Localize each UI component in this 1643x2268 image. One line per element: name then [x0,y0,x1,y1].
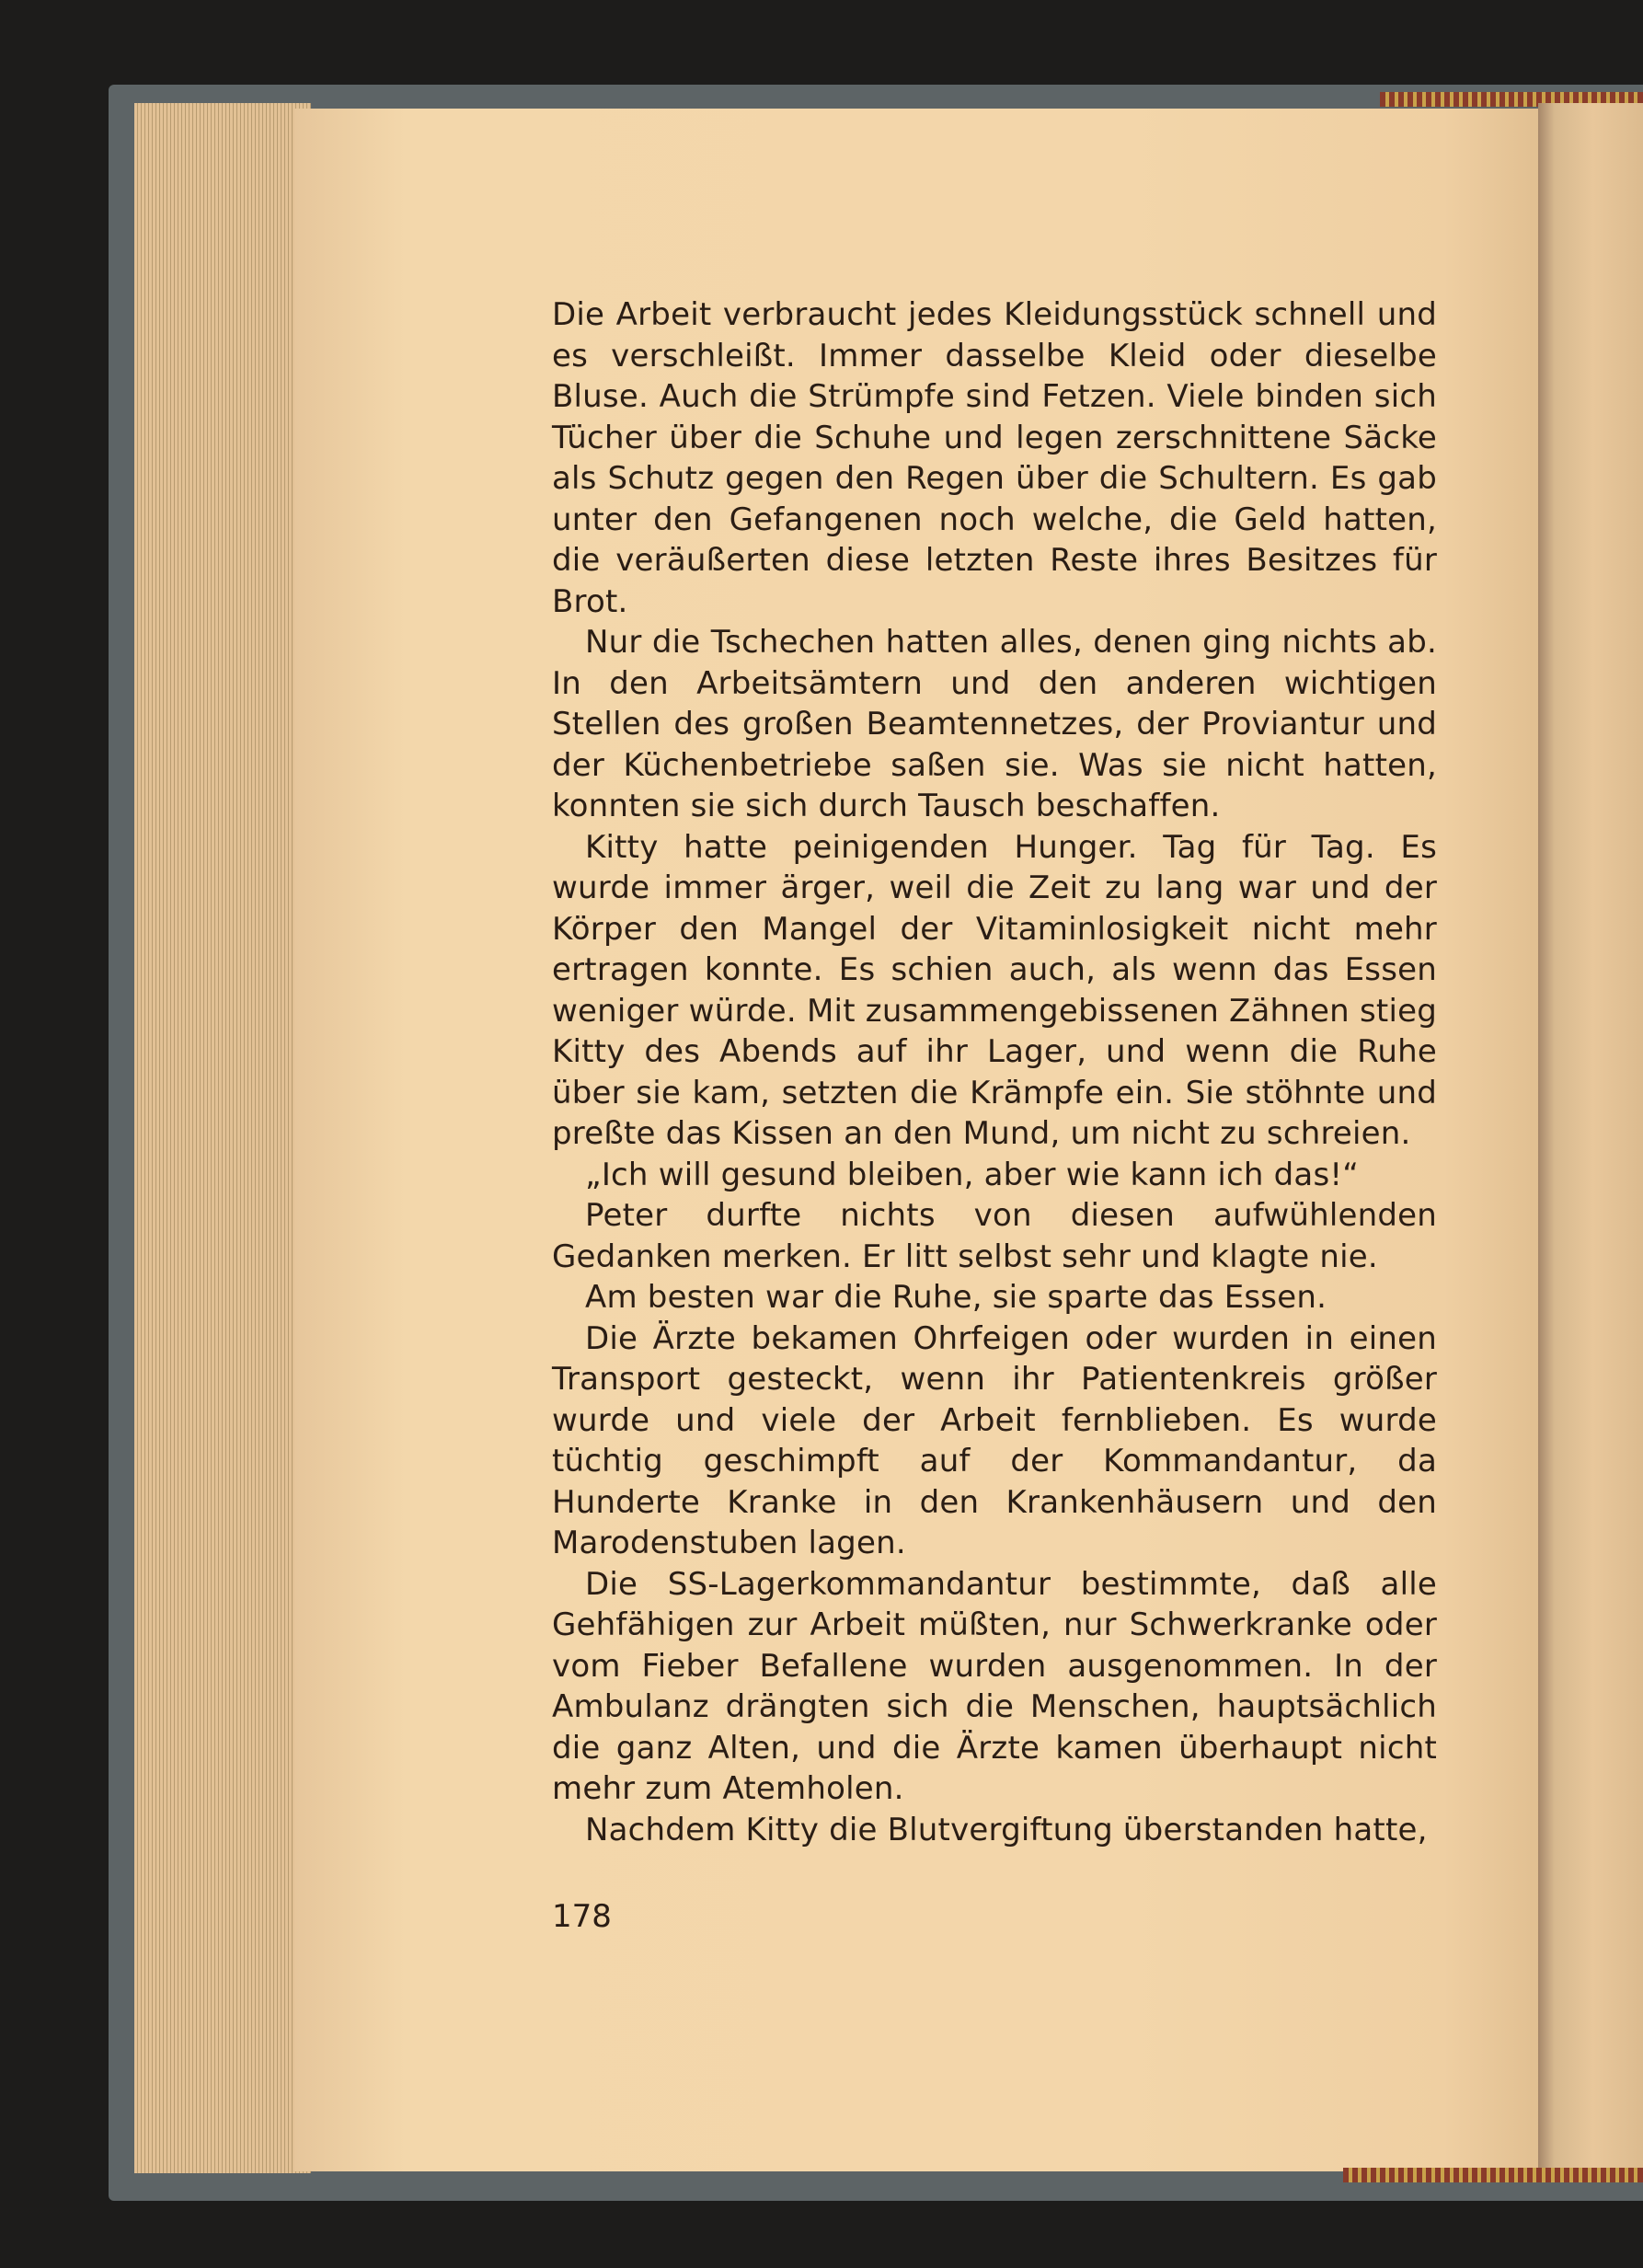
paragraph: Nur die Tschechen hatten alles, denen ging nichts ab. In den Arbeitsämtern und den anderen wichtigen Stellen des großen Beamtennetzes, der Proviantur und der Küchenbetriebe saßen sie. Was sie nicht hatten, konnten sie sich durch Tausch beschaffen. [552,624,1437,824]
paragraph: Peter durfte nichts von diesen aufwühlenden Gedanken merken. Er litt selbst sehr und klagte nie. [552,1197,1437,1275]
book-gutter [1538,103,1643,2173]
paragraph: Die Arbeit verbraucht jedes Kleidungsstück schnell und es verschleißt. Immer dasselbe Kleid oder dieselbe Bluse. Auch die Strümpfe sind Fetzen. Viele binden sich Tücher über die Schuhe und legen zerschnittene Säcke als Schutz gegen den Regen über die Schultern. Es gab unter den Gefangenen noch welche, die Geld hatten, die veräußerten diese letzten Reste ihres Besitzes für Brot. [552,296,1437,620]
paragraph: Kitty hatte peinigenden Hunger. Tag für Tag. Es wurde immer ärger, weil die Zeit zu lang war und der Körper den Mangel der Vitaminlosigkeit nicht mehr ertragen konnte. Es schien auch, als wenn das Essen weniger würde. Mit zusammengebissenen Zähnen stieg Kitty des Abends auf ihr Lager, und wenn die Ruhe über sie kam, setzten die Krämpfe ein. Sie stöhnte und preßte das Kissen an den Mund, um nicht zu schreien. [552,828,1437,1152]
bottom-page-edge [1343,2168,1643,2182]
paragraph: Die Ärzte bekamen Ohrfeigen oder wurden in einen Transport gesteckt, wenn ihr Patientenkreis größer wurde und viele der Arbeit fernblieben. Es wurde tüchtig geschimpft auf der Kommandantur, da Hunderte Kranke in den Krankenhäusern und den Marodenstuben lagen. [552,1319,1437,1561]
page-edges-stack [134,103,311,2173]
paragraph: Nachdem Kitty die Blutvergiftung überstanden hatte, [585,1811,1428,1848]
page-text [552,294,1437,1850]
paragraph: Die SS-Lagerkommandantur bestimmte, daß alle Gehfähigen zur Arbeit müßten, nur Schwerkranke oder vom Fieber Befallene wurden ausgenommen. In der Ambulanz drängten sich die Menschen, hauptsächlich die ganz Alten, und die Ärzte kamen überhaupt nicht mehr zum Atemholen. [552,1565,1437,1807]
page-number: 178 [552,1898,612,1935]
paragraph: „Ich will gesund bleiben, aber wie kann ich das!“ [585,1156,1360,1193]
paragraph: Am besten war die Ruhe, sie sparte das Essen. [585,1279,1327,1316]
